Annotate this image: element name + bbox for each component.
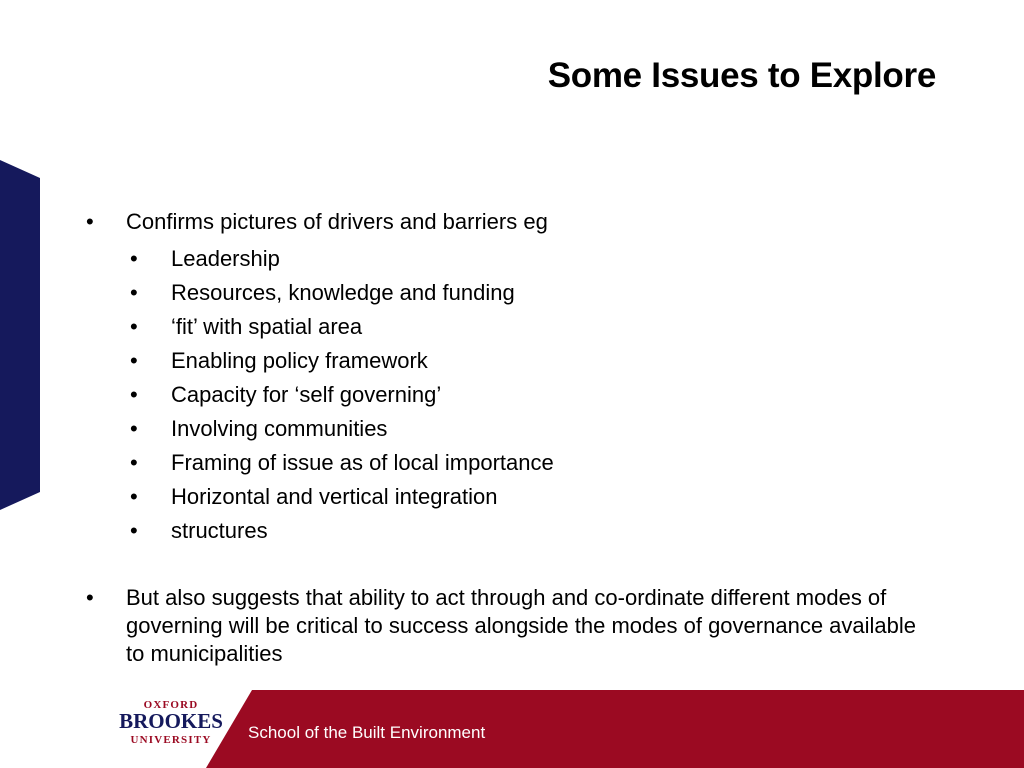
sub-bullet-item: • Horizontal and vertical integration [130, 480, 936, 514]
logo-line-oxford: OXFORD [143, 699, 199, 711]
sub-bullet-item: • Framing of issue as of local importance [130, 446, 936, 480]
bullet-modes-of-governing: • But also suggests that ability to act through and co-ordinate different modes of governing will be critical to success alongside the modes of governance available to municipalities [86, 584, 936, 668]
left-accent-shape [0, 0, 44, 768]
oxford-brookes-logo [118, 697, 224, 747]
sub-bullet-item: • Enabling policy framework [130, 344, 936, 378]
bullet-drivers-barriers: • Confirms pictures of drivers and barriers eg [86, 208, 936, 235]
sub-bullet-item: • Resources, knowledge and funding [130, 276, 936, 310]
footer-school-name: School of the Built Environment [248, 723, 486, 742]
logo-line-university: UNIVERSITY [130, 734, 212, 746]
sub-bullet-item: • Leadership [130, 242, 936, 276]
sub-bullet-item: • ‘fit’ with spatial area [130, 310, 936, 344]
sub-bullet-list [86, 242, 936, 548]
slide-title: Some Issues to Explore [547, 56, 936, 95]
sub-bullet-item: • structures [130, 514, 936, 548]
sub-bullet-item: • Involving communities [130, 412, 936, 446]
bullet-content [86, 208, 936, 668]
logo-line-brookes: BROOKES [119, 709, 223, 733]
sub-bullet-item: • Capacity for ‘self governing’ [130, 378, 936, 412]
